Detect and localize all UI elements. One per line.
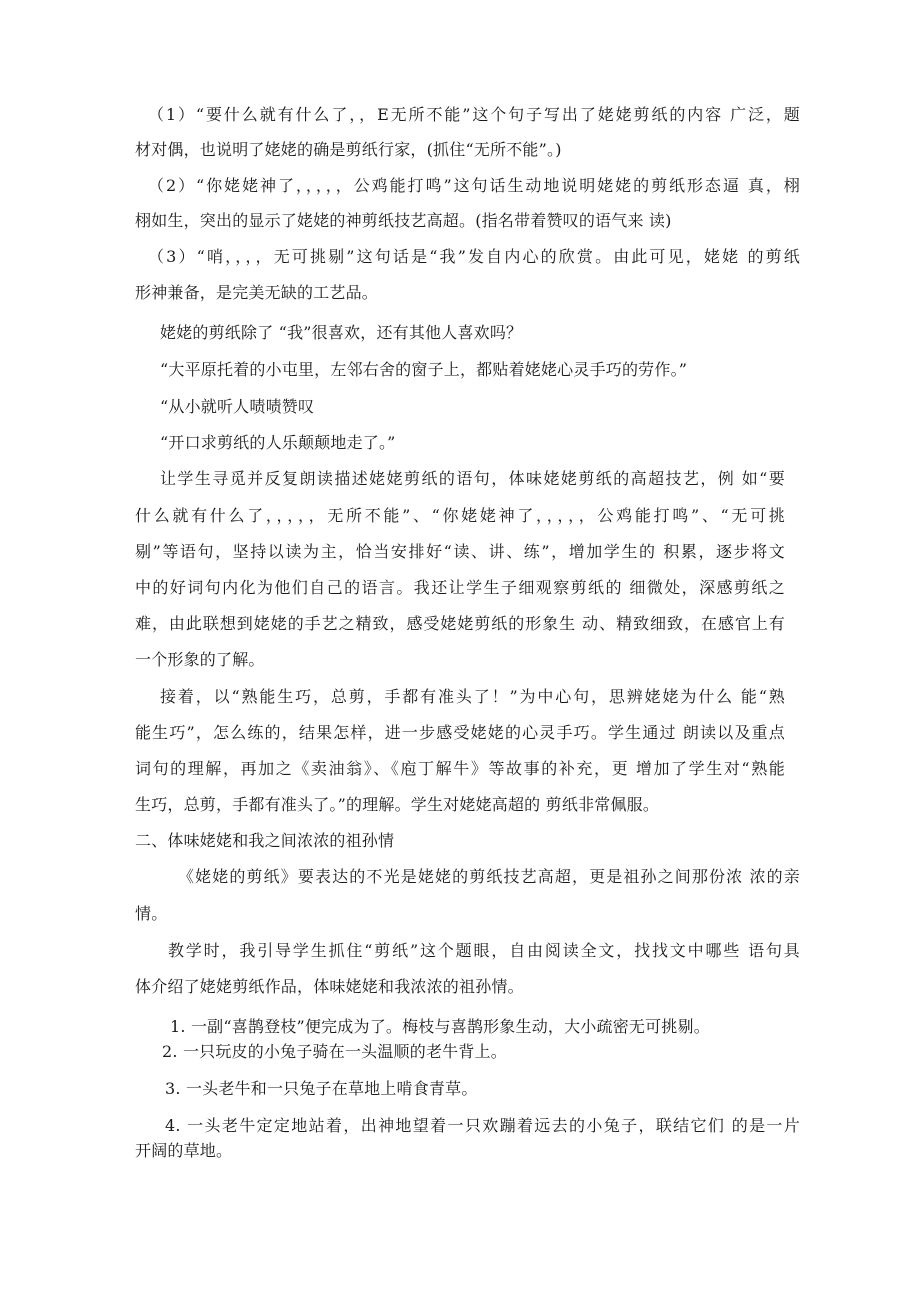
text-line: （2）“你姥姥神了，，，，，公鸡能打鸣”这句话生动地说明姥姥的剪纸形态逼 真，栩 bbox=[148, 176, 800, 195]
list-item: 开阔的草地。 bbox=[135, 1141, 233, 1160]
quote-line: “大平原托着的小屯里，左邻右舍的窗子上，都贴着姥姥心灵手巧的劳作。” bbox=[160, 360, 688, 379]
text-line: 形神兼备，是完美无缺的工艺品。 bbox=[135, 283, 379, 302]
question-line: 姥姥的剪纸除了 “我”很喜欢，还有其他人喜欢吗？ bbox=[160, 323, 523, 342]
list-item: 2. 一只玩皮的小兔子骑在一头温顺的老牛背上。 bbox=[162, 1042, 507, 1061]
text-line: 材对偶，也说明了姥姥的确是剪纸行家，(抓住“无所不能”。) bbox=[135, 140, 562, 159]
text-line: 什么就有什么了，，，，，无所不能”、“你姥姥神了，，，，，公鸡能打鸣”、“无可挑 bbox=[135, 506, 785, 525]
text-line: 能生巧”，怎么练的，结果怎样，进一步感受姥姥的心灵手巧。学生通过 朗读以及重点 bbox=[135, 723, 785, 742]
text-line: 教学时，我引导学生抓住“剪纸”这个题眼，自由阅读全文，找找文中哪些 语句具 bbox=[168, 941, 800, 960]
list-item: 4. 一头老牛定定地站着，出神地望着一只欢蹦着远去的小兔子，联结它们 的是一片 bbox=[165, 1116, 800, 1135]
text-line: 《姥姥的剪纸》要表达的不光是姥姥的剪纸技艺高超，更是祖孙之间那份浓 浓的亲 bbox=[178, 867, 800, 886]
text-line: 词句的理解，再加之《卖油翁》、《庖丁解牛》等故事的补充，更 增加了学生对“熟能 bbox=[135, 759, 785, 778]
section-heading: 二、体味姥姥和我之间浓浓的祖孙情 bbox=[135, 831, 395, 850]
text-line: （1）“要什么就有什么了，，E无所不能”这个句子写出了姥姥剪纸的内容 广泛，题 bbox=[148, 105, 800, 124]
text-line: 生巧，总剪，手都有准头了。”的理解。学生对姥姥高超的 剪纸非常佩服。 bbox=[135, 795, 660, 814]
quote-line: “开口求剪纸的人乐颠颠地走了。” bbox=[160, 433, 396, 452]
text-line: 让学生寻觅并反复朗读描述姥姥剪纸的语句，体味姥姥剪纸的高超技艺，例 如“要 bbox=[160, 469, 785, 488]
list-item: 3. 一头老牛和一只兔子在草地上啃食青草。 bbox=[165, 1079, 478, 1098]
text-line: 栩如生，突出的显示了姥姥的神剪纸技艺高超。(指名带着赞叹的语气来 读) bbox=[135, 211, 672, 230]
quote-line: “从小就听人啧啧赞叹 bbox=[160, 397, 315, 416]
text-line: 体介绍了姥姥剪纸作品，体味姥姥和我浓浓的祖孙情。 bbox=[135, 977, 524, 996]
text-line: 中的好词句内化为他们自己的语言。我还让学生子细观察剪纸的 细微处，深感剪纸之 bbox=[135, 578, 785, 597]
text-line: （3）“哨，，，，无可挑剔”这句话是“我”发自内心的欣赏。由此可见，姥姥 的剪纸 bbox=[148, 247, 800, 266]
text-line: 接着，以“熟能生巧，总剪，手都有准头了！”为中心句，思辨姥姥为什么 能“熟 bbox=[160, 687, 785, 706]
list-item: 1. 一副“喜鹊登枝”便完成为了。梅枝与喜鹊形象生动，大小疏密无可挑剔。 bbox=[170, 1017, 710, 1036]
text-line: 一个形象的了解。 bbox=[135, 650, 265, 669]
text-line: 难，由此联想到姥姥的手艺之精致，感受姥姥剪纸的形象生 动、精致细致，在感官上有 bbox=[135, 614, 785, 633]
text-line: 剔”等语句，坚持以读为主，恰当安排好“读、讲、练”，增加学生的 积累，逐步将文 bbox=[135, 542, 785, 561]
text-line: 情。 bbox=[135, 904, 168, 923]
